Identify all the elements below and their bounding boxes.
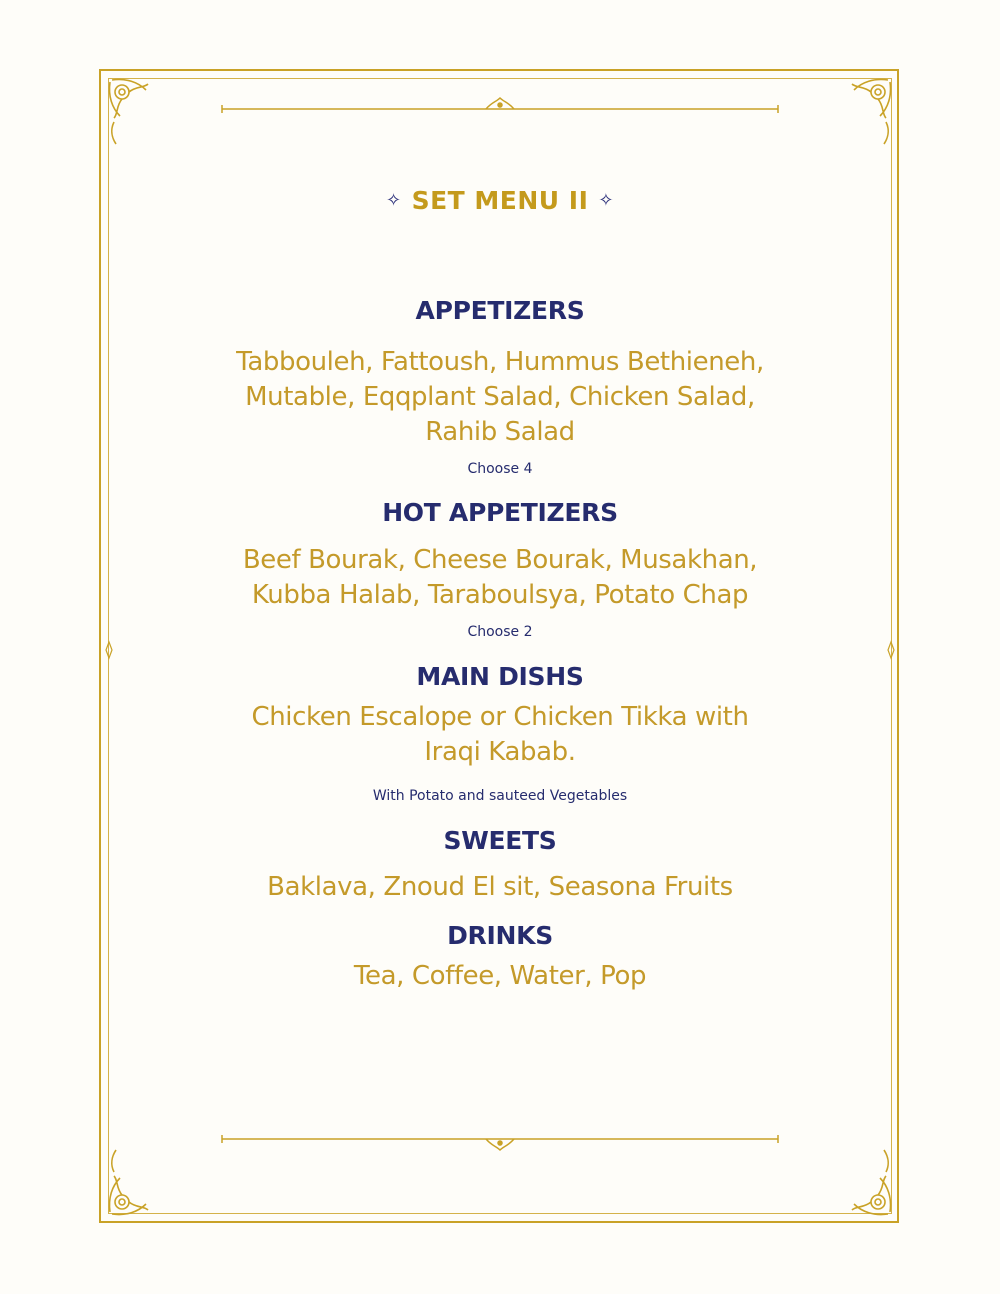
top-divider-ornament-icon [220,96,780,116]
section-note-appetizers: Choose 4 [467,461,533,477]
section-items-main-dishes [0,700,1000,770]
section-items-drinks [0,959,1000,994]
menu-title-row [0,186,1000,215]
item-line: Iraqi Kabab. [424,737,576,767]
bottom-divider-ornament-icon [220,1132,780,1152]
section-items-appetizers [0,345,1000,450]
section-note-hot-appetizers: Choose 2 [467,624,533,640]
corner-ornament-bottom-right-icon [846,1140,896,1220]
item-line: Tabbouleh, Fattoush, Hummus Bethieneh, [236,347,764,377]
section-heading-hot-appetizers: HOT APPETIZERS [382,498,618,527]
item-line: Kubba Halab, Taraboulsya, Potato Chap [251,580,749,610]
left-side-ornament-icon [104,640,114,660]
section-note-main-dishes: With Potato and sauteed Vegetables [372,788,628,804]
item-line: Tea, Coffee, Water, Pop [353,961,647,991]
section-heading-drinks: DRINKS [447,921,553,950]
item-line: Baklava, Znoud El sit, Seasona Fruits [267,872,733,902]
section-heading-appetizers: APPETIZERS [415,296,585,325]
section-heading-sweets: SWEETS [443,826,557,855]
item-line: Mutable, Eqqplant Salad, Chicken Salad, [245,382,755,412]
sparkle-right-icon: ✧ [598,190,614,211]
section-items-hot-appetizers [0,543,1000,613]
corner-ornament-bottom-left-icon [104,1140,154,1220]
section-heading-main-dishes: MAIN DISHS [416,662,584,691]
corner-ornament-top-right-icon [846,74,896,154]
right-side-ornament-icon [886,640,896,660]
sparkle-left-icon: ✧ [385,190,402,211]
menu-border-inner [108,78,892,1214]
item-line: Rahib Salad [425,417,575,447]
menu-title: SET MENU II [411,186,589,215]
section-items-sweets [0,870,1000,905]
item-line: Beef Bourak, Cheese Bourak, Musakhan, [242,545,758,575]
item-line: Chicken Escalope or Chicken Tikka with [251,702,749,732]
corner-ornament-top-left-icon [104,74,154,154]
